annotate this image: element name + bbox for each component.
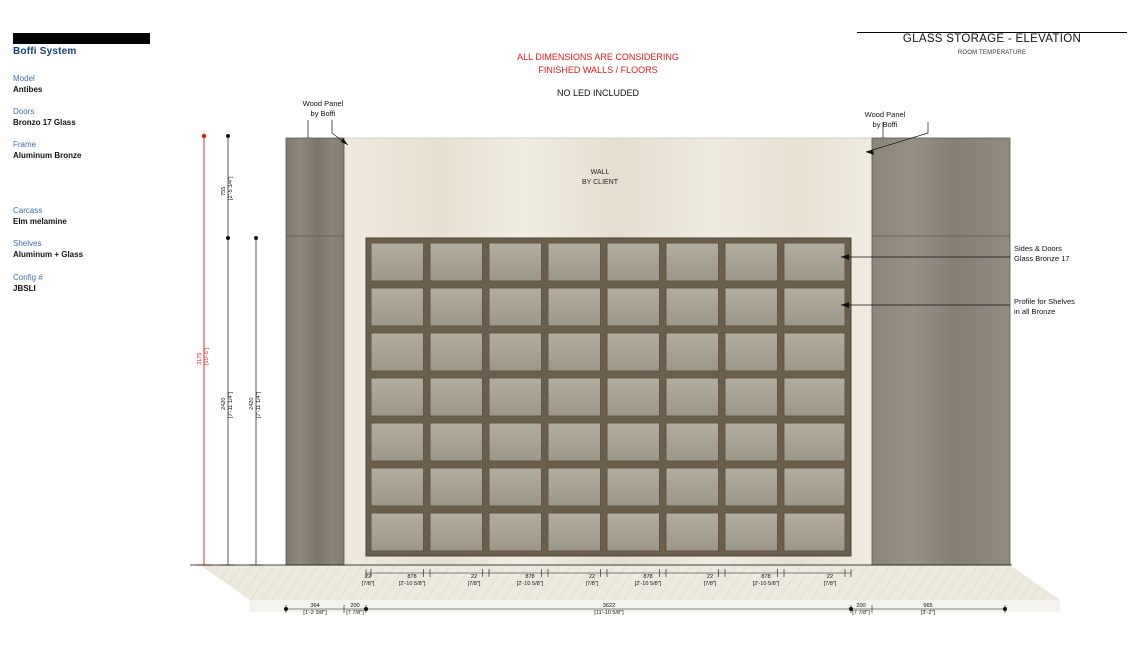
dim-label-2420b-value: 2420 xyxy=(249,397,255,410)
callout-line: by Boffi xyxy=(310,109,336,118)
dim-imperial: [7/8"] xyxy=(585,581,599,587)
note-led: NO LED INCLUDED xyxy=(556,88,639,98)
dim-imperial: [11'-10 5/8"] xyxy=(594,610,624,616)
dim-imperial: [7/8"] xyxy=(467,581,481,587)
note-dimensions-line2: FINISHED WALLS / FLOORS xyxy=(538,65,658,75)
dim-imperial: [7 7/8"] xyxy=(852,610,870,616)
callout-line: Wood Panel xyxy=(864,110,906,119)
dim-label-2420a-value: 2420 xyxy=(221,397,227,410)
callout-line: Profile for Shelves xyxy=(1014,297,1075,306)
dim-value: 22 xyxy=(826,574,834,580)
dim-value: 200 xyxy=(856,603,866,609)
dim-value: 22 xyxy=(706,574,714,580)
page-title: GLASS STORAGE - ELEVATION xyxy=(902,33,1082,45)
cabinet-column xyxy=(489,243,542,551)
spec-title: Boffi System xyxy=(13,46,77,57)
dim-value: 22 xyxy=(588,574,596,580)
spec-value: Aluminum Bronze xyxy=(13,151,82,160)
dim-imperial: [2'-10 5/8"] xyxy=(398,581,426,587)
dim-value: 878 xyxy=(525,574,535,580)
dim-imperial: [2'-10 5/8"] xyxy=(516,581,544,587)
spec-label: Model xyxy=(13,74,35,83)
cabinet-column xyxy=(725,243,778,551)
note-dimensions-line1: ALL DIMENSIONS ARE CONSIDERING xyxy=(517,52,679,62)
dim-value: 364 xyxy=(310,603,320,609)
dim-value: 200 xyxy=(350,603,360,609)
cabinet-column xyxy=(607,243,660,551)
dim-label-755-value: 755 xyxy=(221,186,227,196)
dim-module-8 xyxy=(806,574,854,588)
dim-module-3 xyxy=(491,574,569,588)
dim-module-1 xyxy=(373,574,451,588)
dim-module-5 xyxy=(609,574,687,588)
cabinet-column xyxy=(666,243,719,551)
callout-line: BY CLIENT xyxy=(581,179,619,186)
callout-wall xyxy=(540,168,660,188)
callout-wood-panel-right xyxy=(840,110,930,130)
spec-label: Doors xyxy=(13,107,35,116)
callout-sides-doors xyxy=(1014,244,1134,264)
dim-label-overall-value: 3175 xyxy=(197,352,203,365)
callout-line: Wood Panel xyxy=(302,99,344,108)
cabinet-column xyxy=(548,243,601,551)
dim-imperial: [7 7/8"] xyxy=(346,610,364,616)
dim-imperial: [2'-10 5/8"] xyxy=(752,581,780,587)
dim-value: 965 xyxy=(923,603,933,609)
callout-line: Sides & Doors xyxy=(1014,244,1062,253)
dim-imperial: [2'-10 5/8"] xyxy=(634,581,662,587)
dim-value: 878 xyxy=(407,574,417,580)
dim-imperial: [7/8"] xyxy=(703,581,717,587)
spec-label: Carcass xyxy=(13,206,43,215)
callout-line: in all Bronze xyxy=(1014,307,1056,316)
dim-value: 22 xyxy=(364,574,372,580)
dim-imperial: [1'-2 3/8"] xyxy=(303,610,327,616)
spec-value: Bronzo 17 Glass xyxy=(13,118,76,127)
cabinet-column xyxy=(784,243,845,551)
callout-wood-panel-left xyxy=(278,99,368,119)
dim-imperial: [7/8"] xyxy=(823,581,837,587)
dim-imperial: [3'-2"] xyxy=(920,610,936,616)
dim-label-2420a-imperial: [7'-11 1/4"] xyxy=(228,391,234,418)
spec-label: Config # xyxy=(13,273,43,282)
spec-value: Elm melamine xyxy=(13,217,67,226)
dim-value: 878 xyxy=(761,574,771,580)
dim-value: 3622 xyxy=(602,603,616,609)
cabinet-column xyxy=(430,243,483,551)
spec-value: Aluminum + Glass xyxy=(13,250,84,259)
spec-label: Frame xyxy=(13,140,37,149)
dim-module-7 xyxy=(727,574,805,588)
spec-value: Antibes xyxy=(13,85,43,94)
dim-value: 22 xyxy=(470,574,478,580)
callout-line: WALL xyxy=(590,169,610,176)
dim-label-2420b-imperial: [7'-11 1/4"] xyxy=(256,391,262,418)
dim-overall-1 xyxy=(328,603,382,617)
dim-overall-3 xyxy=(834,603,888,617)
callout-profile-shelves xyxy=(1014,297,1134,317)
cabinet-grid xyxy=(371,243,845,551)
dim-value: 878 xyxy=(643,574,653,580)
dim-overall-2 xyxy=(570,603,648,617)
dim-label-755-imperial: [2'-5 3/4"] xyxy=(228,176,234,200)
cabinet-column xyxy=(371,243,424,551)
spec-value: JBSLI xyxy=(13,284,36,293)
page-subtitle: ROOM TEMPERATURE xyxy=(957,50,1027,56)
spec-label: Shelves xyxy=(13,239,42,248)
callout-line: by Boffi xyxy=(872,120,898,129)
dim-imperial: [7/8"] xyxy=(361,581,375,587)
callout-line: Glass Bronze 17 xyxy=(1014,254,1070,263)
wood-panel-right xyxy=(872,138,1010,565)
dim-label-overall-imperial: [10'-5"] xyxy=(204,347,210,365)
wood-panel-left xyxy=(286,138,344,565)
dim-overall-4 xyxy=(901,603,955,617)
